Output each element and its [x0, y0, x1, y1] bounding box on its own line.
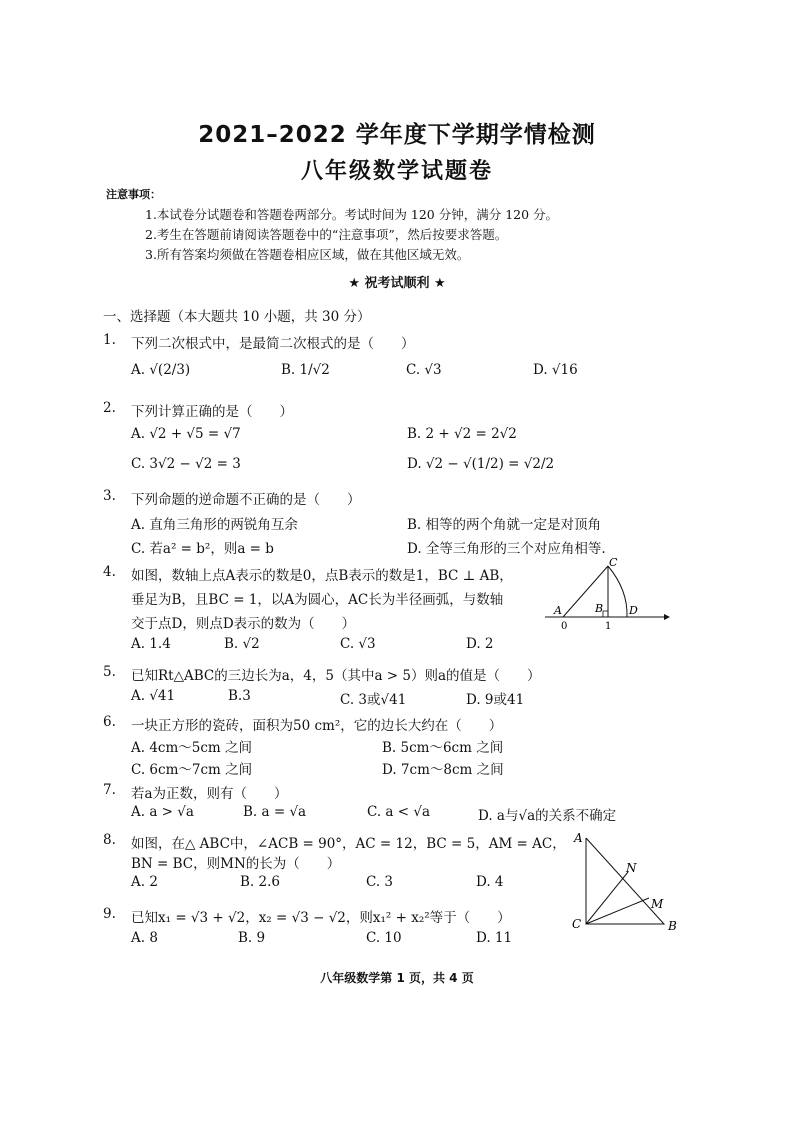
option-b: B. a = √a — [243, 804, 307, 820]
question-text: 一块正方形的瓷砖，面积为50 cm²，它的边长大约在（ ） — [131, 718, 503, 734]
option-a: A. 4cm～5cm 之间 — [131, 740, 253, 756]
option-a: A. 直角三角形的两锐角互余 — [131, 517, 298, 533]
exam-title: 2021–2022 学年度下学期学情检测 — [198, 122, 596, 148]
notice-title: 注意事项： — [106, 188, 161, 201]
question-text-line: 如图，数轴上点A表示的数是0，点B表示的数是1，BC ⊥ AB， — [131, 568, 513, 584]
option-b: B. 5cm～6cm 之间 — [382, 740, 504, 756]
triangle-figure — [566, 826, 682, 938]
section-heading: 一、选择题（本大题共 10 小题，共 30 分） — [103, 309, 371, 325]
option-d: D. 4 — [476, 874, 504, 890]
question-number: 7. — [103, 782, 116, 798]
exam-subtitle: 八年级数学试题卷 — [300, 159, 493, 184]
option-c: C. 3或√41 — [340, 692, 407, 708]
option-a: A. a > √a — [131, 804, 194, 820]
question-text: 下列命题的逆命题不正确的是（ ） — [131, 492, 361, 508]
option-b: B. 2.6 — [240, 874, 280, 890]
label-b: B — [595, 602, 604, 615]
label-n: N — [626, 861, 637, 875]
label-d: D — [629, 604, 638, 617]
question-number: 8. — [103, 832, 116, 848]
option-a: A. 8 — [131, 930, 158, 946]
question-text: 已知Rt△ABC的三边长为a，4，5（其中a > 5）则a的值是（ ） — [131, 668, 541, 684]
option-a: A. √(2/3) — [131, 362, 191, 378]
question-number: 6. — [103, 714, 116, 730]
segment-cm — [586, 898, 649, 924]
option-b: B. 相等的两个角就一定是对顶角 — [407, 517, 602, 533]
label-b: B — [668, 919, 677, 933]
option-c: C. 3 — [366, 874, 394, 890]
question-number: 4. — [103, 564, 116, 580]
question-number: 5. — [103, 664, 116, 680]
option-c: C. 10 — [366, 930, 402, 946]
question-text: 若a为正数，则有（ ） — [131, 786, 288, 802]
option-c: C. a < √a — [367, 804, 431, 820]
question-text-line: BN = BC，则MN的长为（ ） — [131, 856, 341, 872]
option-d: D. 11 — [476, 930, 513, 946]
option-d: D. 全等三角形的三个对应角相等. — [407, 541, 606, 557]
question-text-line: 垂足为B，且BC = 1，以A为圆心，AC长为半径画弧，与数轴 — [131, 592, 504, 608]
segment-cn — [586, 872, 628, 924]
tick-1: 1 — [605, 621, 612, 632]
good-luck-banner: ★ 祝考试顺利 ★ — [348, 276, 446, 291]
arc — [608, 566, 627, 617]
page-footer: 八年级数学第 1 页，共 4 页 — [320, 971, 474, 985]
notice-item: 3.所有答案均须做在答题卷相应区域，做在其他区域无效。 — [145, 247, 470, 262]
option-b: B. √2 — [224, 636, 260, 652]
arrow-icon — [664, 614, 670, 620]
number-line-figure — [540, 556, 670, 634]
option-c: C. 6cm～7cm 之间 — [131, 762, 253, 778]
tick-0: 0 — [561, 621, 568, 632]
option-b: B. 1/√2 — [281, 362, 330, 378]
question-text-line: 如图，在△ ABC中，∠ACB = 90°，AC = 12，BC = 5，AM = AC， — [131, 836, 566, 852]
option-b: B.3 — [228, 688, 251, 704]
option-a: A. √41 — [131, 688, 176, 704]
label-c: C — [609, 556, 618, 569]
label-c: C — [572, 917, 582, 931]
option-c: C. √3 — [340, 636, 376, 652]
label-a: A — [574, 831, 583, 845]
label-m: M — [651, 897, 664, 911]
right-angle-mark — [603, 611, 608, 617]
option-a: A. √2 + √5 = √7 — [131, 426, 241, 442]
question-number: 9. — [103, 906, 116, 922]
label-a: A — [554, 604, 562, 617]
option-d: D. √2 − √(1/2) = √2/2 — [407, 456, 555, 472]
option-b: B. 2 + √2 = 2√2 — [407, 426, 517, 442]
notice-item: 2.考生在答题前请阅读答题卷中的“注意事项”，然后按要求答题。 — [145, 227, 508, 242]
option-b: B. 9 — [238, 930, 266, 946]
option-d: D. √16 — [533, 362, 578, 378]
question-number: 1. — [103, 332, 116, 348]
option-c: C. 3√2 − √2 = 3 — [131, 456, 241, 472]
question-number: 3. — [103, 488, 116, 504]
question-text: 下列二次根式中，是最简二次根式的是（ ） — [131, 336, 415, 352]
notice-item: 1.本试卷分试题卷和答题卷两部分。考试时间为 120 分钟，满分 120 分。 — [145, 207, 559, 222]
question-text: 下列计算正确的是（ ） — [131, 404, 293, 420]
option-a: A. 1.4 — [131, 636, 171, 652]
option-c: C. √3 — [406, 362, 442, 378]
option-c: C. 若a² = b²，则a = b — [131, 541, 274, 557]
option-d: D. 2 — [466, 636, 494, 652]
option-d: D. a与√a的关系不确定 — [478, 808, 617, 824]
triangle-abc — [586, 838, 664, 924]
option-d: D. 9或41 — [466, 692, 525, 708]
option-d: D. 7cm～8cm 之间 — [382, 762, 504, 778]
question-text: 已知x₁ = √3 + √2，x₂ = √3 − √2，则x₁² + x₂²等于（ ） — [131, 910, 511, 926]
question-text-line: 交于点D，则点D表示的数为（ ） — [131, 616, 356, 632]
question-number: 2. — [103, 400, 116, 416]
option-a: A. 2 — [131, 874, 158, 890]
